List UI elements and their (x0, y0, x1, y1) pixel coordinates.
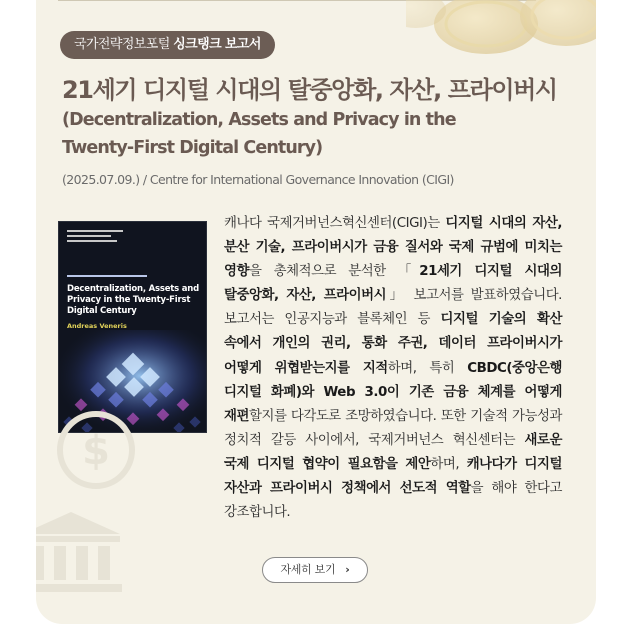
summary-highlight: CBDC(중앙은행 디지털 화폐)와 Web 3.0이 기존 금융 체계를 어떻게 재편 (224, 360, 562, 424)
report-meta: (2025.07.09.) / Centre for International Governance Innovation (CIGI) (62, 172, 454, 187)
summary-highlight: 21세기 디지털 시대의 탈중앙화, 자산, 프라이버시 (224, 264, 562, 304)
category-badge (60, 31, 275, 59)
subtitle-line: Twenty-First Digital Century) (62, 138, 323, 158)
summary-text: 을 해야 한다고 강조합니다. (224, 481, 562, 521)
view-details-label: 자세히 보기 (280, 563, 336, 576)
summary-text: 을 총체적으로 분석한 「 (248, 264, 420, 280)
subtitle-line: (Decentralization, Assets and Privacy in the (62, 110, 456, 130)
bank-icon (36, 508, 126, 598)
cover-publisher-mark (67, 230, 127, 246)
coins-icon (406, 0, 596, 70)
report-title: 21세기 디지털 시대의 탈중앙화, 자산, 프라이버시 (62, 76, 557, 104)
cover-series-line (67, 275, 147, 277)
report-subtitle (62, 106, 456, 162)
summary-text: 」 보고서를 발표하였습니다. 보고서는 인공지능과 블록체인 등 (224, 288, 562, 328)
view-details-button[interactable] (262, 557, 368, 583)
summary-text: 하며, (430, 456, 467, 472)
cover-author: Andreas Veneris (67, 322, 127, 330)
report-card (36, 0, 596, 624)
summary-text: 할지를 다각도로 조망하였습니다. 또한 기술적 가능성과 정치적 갈등 사이에서, 국제거버넌스 혁신센터는 (224, 408, 562, 448)
chevron-right-icon: › (345, 563, 350, 576)
report-cover-image[interactable] (58, 221, 207, 433)
cover-title: Decentralization, Assets and Privacy in the Twenty-First Digital Century (67, 284, 200, 316)
summary-highlight: 새로운 국제 디지털 협약이 필요함을 제안 (224, 432, 562, 472)
svg-text:$: $ (82, 428, 110, 474)
badge-prefix: 국가전략정보포털 (74, 37, 170, 52)
summary-highlight: 디지털 시대의 자산, 분산 기술, 프라이버시가 금융 질서와 국제 규범에 미치는 영향 (224, 216, 562, 280)
summary-text: 하며, 특히 (387, 360, 468, 376)
summary-text: 캐나다 국제거버넌스혁신센터(CIGI)는 (224, 216, 446, 231)
dollar-coin-icon (56, 410, 136, 490)
badge-highlight: 싱크탱크 보고서 (173, 37, 261, 52)
summary-highlight: 디지털 기술의 확산 속에서 개인의 권리, 통화 주권, 데이터 프라이버시가 어떻게 위협받는지를 지적 (224, 312, 562, 376)
report-summary (224, 212, 562, 525)
summary-highlight: 캐나다가 디지털 자산과 프라이버시 정책에서 선도적 역할 (224, 456, 562, 497)
